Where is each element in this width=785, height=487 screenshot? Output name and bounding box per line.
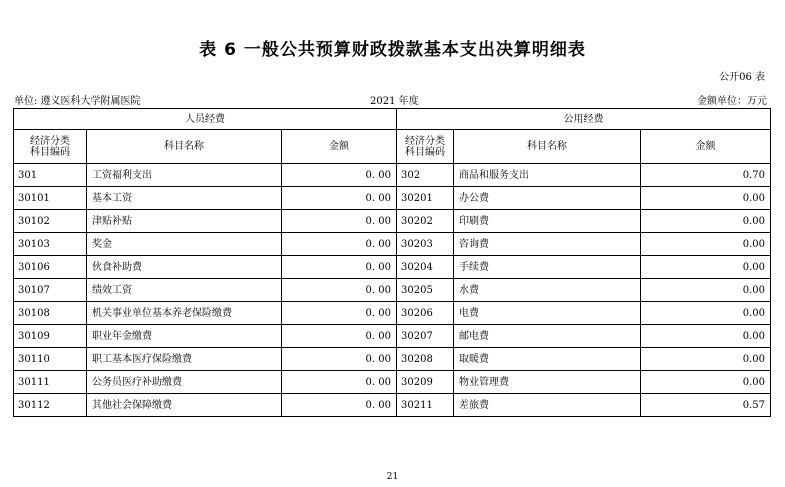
column-header-row	[14, 130, 771, 164]
right-amount-cell: 0.00	[641, 233, 771, 256]
left-code-cell: 30106	[14, 256, 87, 279]
left-amount-cell: 0. 00	[282, 348, 397, 371]
amount-header: 金额	[641, 130, 771, 164]
right-amount-cell: 0.00	[641, 279, 771, 302]
right-amount-cell: 0.57	[641, 394, 771, 417]
page-number: 21	[386, 472, 399, 482]
table-row	[14, 233, 771, 256]
table-row	[14, 210, 771, 233]
table-row	[14, 371, 771, 394]
right-amount-cell: 0.00	[641, 210, 771, 233]
right-code-cell: 30207	[397, 325, 454, 348]
right-name-cell: 电费	[454, 302, 641, 325]
right-amount-cell: 0.00	[641, 371, 771, 394]
code-header-line1: 经济分类	[405, 135, 445, 147]
left-name-cell: 机关事业单位基本养老保险缴费	[87, 302, 282, 325]
left-amount-cell: 0. 00	[282, 210, 397, 233]
left-name-cell: 伙食补助费	[87, 256, 282, 279]
right-code-cell: 302	[397, 164, 454, 187]
left-name-cell: 奖金	[87, 233, 282, 256]
left-code-cell: 30108	[14, 302, 87, 325]
right-name-cell: 办公费	[454, 187, 641, 210]
unit-label: 单位: 遵义医科大学附属医院	[14, 96, 141, 107]
table-row	[14, 256, 771, 279]
amount-unit: 金额单位：万元	[697, 96, 767, 107]
table-row	[14, 164, 771, 187]
code-header	[14, 130, 87, 164]
right-amount-cell: 0.00	[641, 256, 771, 279]
right-name-cell: 印刷费	[454, 210, 641, 233]
table-row	[14, 394, 771, 417]
left-name-cell: 基本工资	[87, 187, 282, 210]
code-header-line2: 科目编码	[405, 146, 445, 158]
left-code-cell: 30103	[14, 233, 87, 256]
right-name-cell: 取暖费	[454, 348, 641, 371]
right-code-cell: 30211	[397, 394, 454, 417]
right-code-cell: 30209	[397, 371, 454, 394]
table-row	[14, 302, 771, 325]
left-code-cell: 30109	[14, 325, 87, 348]
left-code-cell: 30111	[14, 371, 87, 394]
right-name-cell: 手续费	[454, 256, 641, 279]
left-amount-cell: 0. 00	[282, 256, 397, 279]
right-name-cell: 商品和服务支出	[454, 164, 641, 187]
code-header	[397, 130, 454, 164]
right-code-cell: 30203	[397, 233, 454, 256]
left-code-cell: 30102	[14, 210, 87, 233]
left-name-cell: 津贴补贴	[87, 210, 282, 233]
left-amount-cell: 0. 00	[282, 164, 397, 187]
left-name-cell: 职业年金缴费	[87, 325, 282, 348]
right-amount-cell: 0.00	[641, 348, 771, 371]
right-code-cell: 30202	[397, 210, 454, 233]
fiscal-year: 2021 年度	[370, 96, 419, 107]
left-name-cell: 工资福利支出	[87, 164, 282, 187]
public-group-header: 公用经费	[397, 109, 771, 130]
left-code-cell: 30101	[14, 187, 87, 210]
left-name-cell: 其他社会保障缴费	[87, 394, 282, 417]
right-name-cell: 邮电费	[454, 325, 641, 348]
left-name-cell: 公务员医疗补助缴费	[87, 371, 282, 394]
personnel-group-header: 人员经费	[14, 109, 397, 130]
name-header: 科目名称	[87, 130, 282, 164]
right-amount-cell: 0.70	[641, 164, 771, 187]
left-amount-cell: 0. 00	[282, 233, 397, 256]
table-title: 表 6 一般公共预算财政拨款基本支出决算明细表	[199, 40, 586, 60]
table-row	[14, 325, 771, 348]
right-name-cell: 物业管理费	[454, 371, 641, 394]
right-code-cell: 30208	[397, 348, 454, 371]
code-header-line1: 经济分类	[30, 135, 70, 147]
right-code-cell: 30204	[397, 256, 454, 279]
table-row	[14, 348, 771, 371]
left-code-cell: 30110	[14, 348, 87, 371]
right-code-cell: 30206	[397, 302, 454, 325]
expenditure-table	[13, 108, 771, 417]
left-code-cell: 301	[14, 164, 87, 187]
group-header-row	[14, 109, 771, 130]
right-code-cell: 30201	[397, 187, 454, 210]
left-amount-cell: 0. 00	[282, 302, 397, 325]
name-header: 科目名称	[454, 130, 641, 164]
right-name-cell: 差旅费	[454, 394, 641, 417]
left-amount-cell: 0. 00	[282, 279, 397, 302]
right-amount-cell: 0.00	[641, 302, 771, 325]
right-amount-cell: 0.00	[641, 187, 771, 210]
left-amount-cell: 0. 00	[282, 187, 397, 210]
left-code-cell: 30107	[14, 279, 87, 302]
right-name-cell: 水费	[454, 279, 641, 302]
table-row	[14, 187, 771, 210]
code-header-line2: 科目编码	[30, 146, 70, 158]
left-code-cell: 30112	[14, 394, 87, 417]
form-code: 公开06 表	[719, 72, 765, 83]
right-code-cell: 30205	[397, 279, 454, 302]
left-amount-cell: 0. 00	[282, 371, 397, 394]
left-amount-cell: 0. 00	[282, 325, 397, 348]
left-amount-cell: 0. 00	[282, 394, 397, 417]
right-name-cell: 咨询费	[454, 233, 641, 256]
meta-row	[14, 92, 767, 106]
amount-header: 金额	[282, 130, 397, 164]
left-name-cell: 职工基本医疗保险缴费	[87, 348, 282, 371]
right-amount-cell: 0.00	[641, 325, 771, 348]
left-name-cell: 绩效工资	[87, 279, 282, 302]
table-row	[14, 279, 771, 302]
